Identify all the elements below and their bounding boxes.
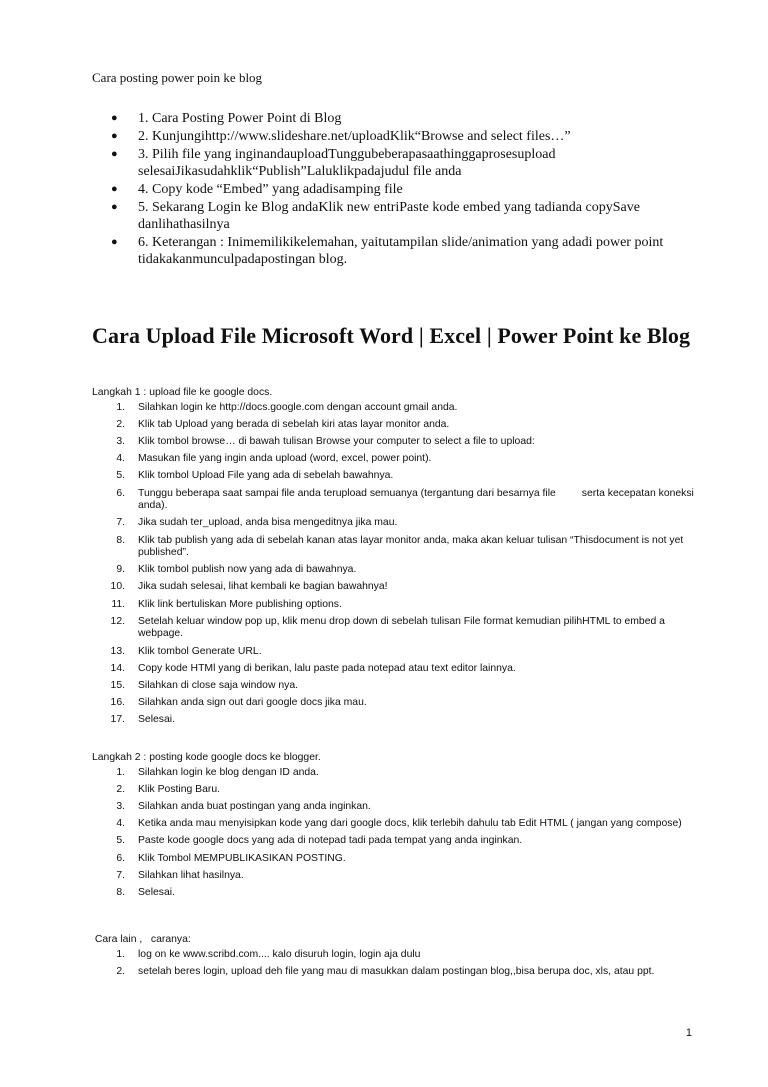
list-item: 8. Selesai.: [116, 886, 175, 898]
bullet-dot-icon: ●: [111, 130, 118, 142]
bullet-dot-icon: ●: [111, 112, 118, 124]
bullet-item: [110, 110, 700, 127]
list-item: 4. Ketika anda mau menyisipkan kode yang dari google docs, klik terlebih dahulu tab Edit HTML ( jangan yang compose): [116, 818, 682, 830]
list-item: 3. Silahkan anda buat postingan yang anda inginkan.: [116, 800, 371, 812]
step1-lead: Langkah 1 : upload file ke google docs.: [92, 387, 273, 398]
bullet-text: 6. Keterangan : Inimemilikikelemahan, yaitutampilan slide/animation yang adadi power point tidakakanmunculpadapostingan blog.: [138, 235, 664, 267]
bullet-text: 2. Kunjungihttp://www.slideshare.net/uploadKlik“Browse and select files…”: [138, 129, 571, 144]
bullet-item: [110, 128, 700, 145]
section-heading: Cara Upload File Microsoft Word | Excel | Power Point ke Blog: [92, 323, 691, 348]
list-item: 5. Paste kode google docs yang ada di notepad tadi pada tempat yang anda inginkan.: [116, 835, 523, 847]
step1-section: [92, 387, 702, 732]
bullet-dot-icon: ●: [111, 183, 118, 195]
step2-section: [92, 752, 702, 904]
list-item: 2. Klik Posting Baru.: [116, 783, 221, 795]
list-item: 7. Silahkan lihat hasilnya.: [116, 869, 244, 881]
bullet-dot-icon: ●: [111, 148, 118, 160]
bullet-item: [110, 146, 700, 180]
list-item: 3. Klik tombol browse… di bawah tulisan Browse your computer to select a file to upload:: [116, 435, 535, 447]
bullet-item: [110, 199, 700, 233]
page-number: 1: [685, 1027, 692, 1039]
bullet-text: 4. Copy kode “Embed” yang adadisamping file: [138, 182, 403, 197]
list-item: 8. Klik tab publish yang ada di sebelah kanan atas layar monitor anda, maka akan keluar tulisan “Thisdocument is not yet published”.: [116, 534, 684, 559]
intro-bullet-list: [110, 110, 700, 269]
step2-list: [92, 767, 702, 900]
step1-list: [92, 402, 702, 727]
list-item: 14. Copy kode HTMl yang di berikan, lalu paste pada notepad atau text editor lainnya.: [110, 662, 516, 674]
list-item: 1. log on ke www.scribd.com.... kalo disuruh login, login aja dulu: [116, 948, 421, 960]
list-item: 2. Klik tab Upload yang berada di sebelah kiri atas layar monitor anda.: [116, 418, 450, 430]
bullet-text: 1. Cara Posting Power Point di Blog: [138, 111, 342, 126]
list-item: 7. Jika sudah ter_upload, anda bisa mengeditnya jika mau.: [116, 517, 398, 529]
bullet-dot-icon: ●: [111, 236, 118, 248]
step2-lead: Langkah 2 : posting kode google docs ke blogger.: [92, 752, 321, 763]
other-lead: Cara lain , caranya:: [92, 934, 191, 945]
list-item: 6. Tunggu beberapa saat sampai file anda terupload semuanya (tergantung dari besarnya file serta kecepatan koneksi anda).: [116, 487, 697, 512]
other-section: [92, 934, 702, 983]
list-item: 6. Klik Tombol MEMPUBLIKASIKAN POSTING.: [116, 852, 346, 864]
list-item: 10. Jika sudah selesai, lihat kembali ke bagian bawahnya!: [110, 581, 388, 593]
list-item: 1. Silahkan login ke blog dengan ID anda.: [116, 766, 319, 778]
bullet-item: [110, 234, 700, 268]
bullet-dot-icon: ●: [111, 201, 118, 213]
list-item: 4. Masukan file yang ingin anda upload (word, excel, power point).: [116, 453, 432, 465]
list-item: 2. setelah beres login, upload deh file yang mau di masukkan dalam postingan blog,,bisa berupa doc, xls, atau ppt.: [116, 965, 655, 977]
list-item: 11. Klik link bertuliskan More publishing options.: [111, 598, 342, 610]
list-item: 15. Silahkan di close saja window nya.: [110, 680, 298, 691]
list-item: 13. Klik tombol Generate URL.: [110, 645, 262, 657]
list-item: 12. Setelah keluar window pop up, klik menu drop down di sebelah tulisan File format kemudian pilihHTML to embed a webpage.: [110, 615, 665, 640]
bullet-text: 5. Sekarang Login ke Blog andaKlik new entriPaste kode embed yang tadianda copySave danlihathasilnya: [138, 200, 640, 232]
list-item: 16. Silahkan anda sign out dari google docs jika mau.: [110, 697, 367, 709]
bullet-item: [110, 181, 700, 198]
list-item: 9. Klik tombol publish now yang ada di bawahnya.: [116, 564, 357, 576]
bullet-text: 3. Pilih file yang inginandauploadTunggubeberapasaathinggaprosesupload selesaiJikasudahklik“Publish”Laluklikpadajudul file anda: [138, 147, 556, 179]
list-item: 17. Selesai.: [110, 714, 175, 726]
intro-title: Cara posting power poin ke blog: [92, 70, 263, 85]
list-item: 1. Silahkan login ke http://docs.google.com dengan account gmail anda.: [116, 401, 458, 413]
other-list: [92, 949, 702, 979]
list-item: 5. Klik tombol Upload File yang ada di sebelah bawahnya.: [116, 470, 394, 482]
